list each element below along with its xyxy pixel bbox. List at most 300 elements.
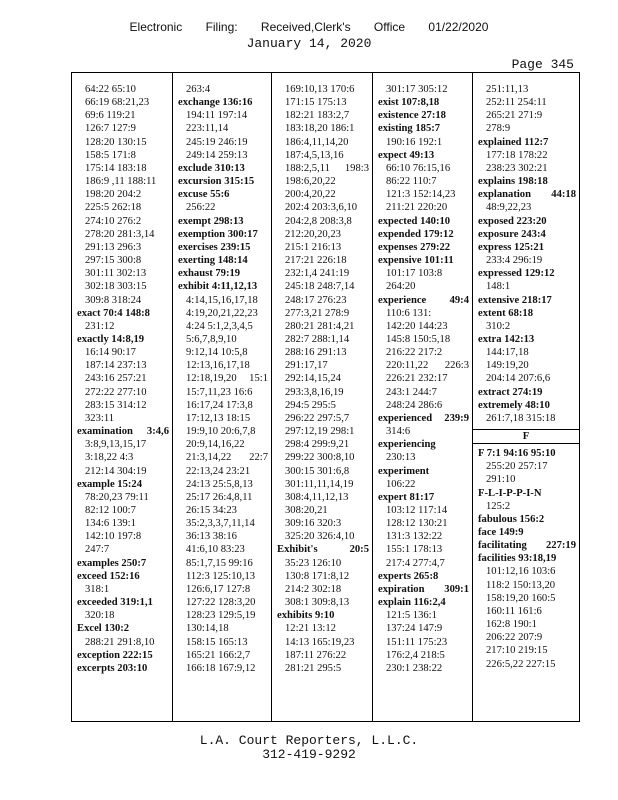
index-entry-refs xyxy=(473,579,579,592)
entry-text: 256:22 xyxy=(186,202,216,214)
index-entry-head xyxy=(173,254,271,267)
index-entry-refs xyxy=(473,83,579,96)
entry-text: 204:14 207:6,6 xyxy=(486,373,551,385)
index-entry-head xyxy=(473,513,579,526)
entry-text: 112:3 125:10,13 xyxy=(186,570,256,582)
entry-text: 308:1 309:8,13 xyxy=(285,597,350,609)
index-entry-refs xyxy=(373,307,472,320)
index-entry-head xyxy=(473,215,579,228)
index-entry-refs xyxy=(72,530,172,543)
index-entry-refs xyxy=(72,636,172,649)
entry-text: 162:8 190:1 xyxy=(486,619,537,631)
entry-text: facilitating xyxy=(478,540,527,552)
entry-text: 310:2 xyxy=(486,320,511,332)
entry-text: 158:5 171:8 xyxy=(85,149,136,161)
index-entry-head xyxy=(373,149,472,162)
entry-text: 223:11,14 xyxy=(186,123,229,135)
entry-text: 66:10 76:15,16 xyxy=(386,162,451,174)
index-entry-head xyxy=(72,557,172,570)
index-entry-refs xyxy=(473,149,579,162)
index-entry-head xyxy=(373,96,472,109)
index-entry-head xyxy=(72,662,172,675)
entry-text: 130:8 171:8,12 xyxy=(285,570,350,582)
entry-text: existence 27:18 xyxy=(378,110,446,122)
entry-text: 299:22 300:8,10 xyxy=(285,452,355,464)
index-entry-refs xyxy=(272,83,372,96)
index-entry-refs xyxy=(473,122,579,135)
entry-text: exposure 243:4 xyxy=(478,228,546,240)
entry-text: 21:3,14,22 xyxy=(186,452,232,464)
index-entry-refs xyxy=(173,504,271,517)
index-column xyxy=(172,73,271,721)
index-entry-refs xyxy=(72,162,172,175)
entry-text: 17:12,13 18:15 xyxy=(186,412,251,424)
index-entry-refs xyxy=(72,346,172,359)
index-entry-head xyxy=(72,649,172,662)
entry-text: 106:22 xyxy=(386,478,416,490)
entry-text: 48:9,22,23 xyxy=(486,202,532,214)
index-entry-head xyxy=(373,294,472,307)
entry-text: 225:5 262:18 xyxy=(85,202,142,214)
entry-text: 155:1 178:13 xyxy=(386,544,443,556)
index-entry-refs xyxy=(373,517,472,530)
entry-text: 230:13 xyxy=(386,452,416,464)
entry-text: 211:21 220:20 xyxy=(386,202,448,214)
entry-text: expected 140:10 xyxy=(378,215,451,227)
index-entry-refs xyxy=(373,649,472,662)
index-entry-refs xyxy=(173,333,271,346)
entry-text: 12:18,19,20 xyxy=(186,373,237,385)
index-entry-refs xyxy=(373,636,472,649)
index-entry-refs xyxy=(272,636,372,649)
index-entry-head xyxy=(473,294,579,307)
entry-text: 16:17,24 17:3,8 xyxy=(186,399,253,411)
entry-text: 25:17 26:4,8,11 xyxy=(186,491,253,503)
index-entry-refs xyxy=(473,280,579,293)
entry-text: 128:20 130:15 xyxy=(85,136,147,148)
entry-text: fabulous 156:2 xyxy=(478,513,545,525)
index-entry-head xyxy=(272,609,372,622)
index-entry-head xyxy=(473,539,579,552)
filing-part: Received,Clerk's xyxy=(260,20,351,34)
index-entry-refs xyxy=(72,543,172,556)
index-entry-refs xyxy=(173,491,271,504)
entry-text: 69:6 119:21 xyxy=(85,110,136,122)
index-entry-refs xyxy=(473,658,579,671)
index-entry-refs xyxy=(72,294,172,307)
entry-text: 243:1 244:7 xyxy=(386,386,437,398)
entry-text: Excel 130:2 xyxy=(77,623,130,635)
index-entry-refs xyxy=(72,228,172,241)
index-entry-head xyxy=(173,162,271,175)
index-entry-refs xyxy=(272,438,372,451)
index-entry-refs xyxy=(373,333,472,346)
index-entry-refs xyxy=(173,622,271,635)
index-entry-refs xyxy=(72,491,172,504)
index-entry-refs xyxy=(173,412,271,425)
index-entry-head xyxy=(473,307,579,320)
index-entry-refs xyxy=(72,386,172,399)
index-entry-refs xyxy=(373,201,472,214)
index-entry-head xyxy=(473,399,579,412)
entry-text: 309:16 320:3 xyxy=(285,518,342,530)
index-entry-refs xyxy=(473,96,579,109)
index-entry-refs xyxy=(272,649,372,662)
entry-text: exposed 223:20 xyxy=(478,215,547,227)
entry-text: 217:4 277:4,7 xyxy=(386,557,445,569)
index-entry-head xyxy=(173,96,271,109)
index-entry-refs xyxy=(272,122,372,135)
entry-text: 4:24 5:1,2,3,4,5 xyxy=(186,320,253,332)
entry-text: 220:11,22 xyxy=(386,360,429,372)
entry-page-ref: 309:1 xyxy=(444,583,469,595)
index-entry-refs xyxy=(272,136,372,149)
index-entry-refs xyxy=(72,451,172,464)
entry-text: 283:15 314:12 xyxy=(85,399,147,411)
filing-part: Filing: xyxy=(205,20,238,34)
entry-text: 35:2,3,3,7,11,14 xyxy=(186,518,255,530)
index-entry-refs xyxy=(272,359,372,372)
index-column xyxy=(372,73,472,721)
entry-text: extent 68:18 xyxy=(478,307,534,319)
entry-text: exceeded 319:1,1 xyxy=(77,597,153,609)
index-entry-refs xyxy=(173,649,271,662)
index-entry-refs xyxy=(272,425,372,438)
entry-text: 309:8 318:24 xyxy=(85,294,142,306)
entry-text: expiration xyxy=(378,583,425,595)
entry-text: 86:22 110:7 xyxy=(386,176,437,188)
entry-text: 41:6,10 83:23 xyxy=(186,544,245,556)
index-entry-refs xyxy=(173,109,271,122)
index-entry-refs xyxy=(272,201,372,214)
entry-text: 186:9 ,11 188:11 xyxy=(85,176,157,188)
index-entry-head xyxy=(72,478,172,491)
entry-text: 274:10 276:2 xyxy=(85,215,142,227)
index-entry-refs xyxy=(72,320,172,333)
index-entry-refs xyxy=(173,596,271,609)
entry-text: 85:1,7,15 99:16 xyxy=(186,557,253,569)
entry-text: F-L-I-P-P-I-N xyxy=(478,487,542,499)
entry-text: 280:21 281:4,21 xyxy=(285,320,355,332)
index-entry-head xyxy=(173,241,271,254)
entry-text: expenses 279:22 xyxy=(378,241,451,253)
entry-text: 4:19,20,21,22,23 xyxy=(186,307,258,319)
entry-text: 214:2 302:18 xyxy=(285,583,342,595)
index-entry-refs xyxy=(173,583,271,596)
entry-text: 291:13 296:3 xyxy=(85,241,142,253)
entry-text: 206:22 207:9 xyxy=(486,632,543,644)
entry-text: 247:7 xyxy=(85,544,110,556)
index-entry-refs xyxy=(173,136,271,149)
index-entry-refs xyxy=(272,386,372,399)
entry-text: 175:14 183:18 xyxy=(85,162,147,174)
index-entry-head xyxy=(373,596,472,609)
entry-text: 282:7 288:1,14 xyxy=(285,333,350,345)
entry-text: exclude 310:13 xyxy=(178,162,245,174)
index-entry-refs xyxy=(173,201,271,214)
entry-text: 36:13 38:16 xyxy=(186,531,237,543)
entry-text: 151:11 175:23 xyxy=(386,636,448,648)
index-entry-head xyxy=(473,333,579,346)
entry-text: 217:21 226:18 xyxy=(285,255,347,267)
entry-text: 278:9 xyxy=(486,123,511,135)
index-entry-head xyxy=(373,438,472,451)
entry-text: 288:21 291:8,10 xyxy=(85,636,155,648)
index-entry-head xyxy=(473,136,579,149)
index-entry-head xyxy=(373,570,472,583)
entry-text: 248:24 286:6 xyxy=(386,399,443,411)
entry-text: 204:2,8 208:3,8 xyxy=(285,215,352,227)
entry-text: explained 112:7 xyxy=(478,136,549,148)
index-entry-refs xyxy=(173,83,271,96)
entry-text: 26:15 34:23 xyxy=(186,505,237,516)
index-entry-head xyxy=(373,412,472,425)
entry-page-ref: 227:19 xyxy=(545,540,576,552)
index-entry-refs xyxy=(272,228,372,241)
entry-text: 277:3,21 278:9 xyxy=(285,307,350,319)
entry-text: F 7:1 94:16 95:10 xyxy=(478,448,556,460)
index-entry-refs xyxy=(272,294,372,307)
index-entry-head xyxy=(473,552,579,565)
entry-text: 293:3,8,16,19 xyxy=(285,386,344,398)
index-entry-refs xyxy=(272,412,372,425)
index-entry-head xyxy=(473,447,579,460)
entry-text: 19:9,10 20:6,7,8 xyxy=(186,426,256,438)
index-entry-refs xyxy=(373,162,472,175)
index-entry-head xyxy=(473,487,579,500)
entry-text: 243:16 257:21 xyxy=(85,373,147,385)
entry-text: exist 107:8,18 xyxy=(378,97,440,109)
entry-text: 200:4,20,22 xyxy=(285,189,336,201)
entry-text: Exhibit's xyxy=(277,544,318,556)
entry-text: 297:15 300:8 xyxy=(85,255,142,267)
index-entry-refs xyxy=(173,122,271,135)
entry-text: 212:14 304:19 xyxy=(85,465,147,477)
index-entry-refs xyxy=(272,570,372,583)
index-entry-refs xyxy=(173,320,271,333)
index-entry-refs xyxy=(173,399,271,412)
entry-text: 35:23 126:10 xyxy=(285,557,342,569)
index-entry-refs xyxy=(272,346,372,359)
entry-text: 190:16 192:1 xyxy=(386,136,443,148)
entry-text: 248:17 276:23 xyxy=(285,294,347,306)
index-entry-refs xyxy=(272,517,372,530)
index-entry-head xyxy=(473,175,579,188)
entry-text: 144:17,18 xyxy=(486,347,529,359)
index-entry-head xyxy=(473,526,579,539)
index-entry-refs xyxy=(72,399,172,412)
index-entry-refs xyxy=(72,609,172,622)
entry-text: experts 265:8 xyxy=(378,570,439,582)
index-entry-refs xyxy=(72,254,172,267)
entry-text: 261:7,18 315:18 xyxy=(486,412,556,424)
index-entry-refs xyxy=(473,412,579,425)
index-entry-refs xyxy=(72,188,172,201)
index-entry-refs xyxy=(473,201,579,214)
entry-text: expressed 129:12 xyxy=(478,268,555,280)
entry-text: 20:9,14,16,22 xyxy=(186,439,245,451)
index-entry-refs xyxy=(272,596,372,609)
index-entry-refs xyxy=(173,438,271,451)
entry-text: 118:2 150:13,20 xyxy=(486,579,556,591)
filing-part: Electronic xyxy=(129,20,183,34)
index-entry-refs xyxy=(72,504,172,517)
entry-text: 3:8,9,13,15,17 xyxy=(85,439,147,451)
index-entry-head xyxy=(473,241,579,254)
index-entry-refs xyxy=(272,530,372,543)
index-entry-refs xyxy=(272,188,372,201)
entry-text: 15:7,11,23 16:6 xyxy=(186,386,253,398)
index-entry-refs xyxy=(272,662,372,675)
entry-text: 320:18 xyxy=(85,610,115,622)
index-entry-refs xyxy=(272,280,372,293)
entry-text: 128:12 130:21 xyxy=(386,518,448,530)
entry-text: explains 198:18 xyxy=(478,176,548,188)
entry-text: 127:22 128:3,20 xyxy=(186,597,256,609)
entry-text: exhaust 79:19 xyxy=(178,268,241,280)
entry-text: 158:19,20 160:5 xyxy=(486,592,556,604)
index-entry-refs xyxy=(173,517,271,530)
court-reporter-name: L.A. Court Reporters, L.L.C. xyxy=(199,733,419,748)
index-entry-refs xyxy=(473,346,579,359)
entry-text: exempt 298:13 xyxy=(178,215,244,227)
index-entry-refs xyxy=(72,136,172,149)
transcript-date: January 14, 2020 xyxy=(246,36,372,51)
index-entry-head xyxy=(72,570,172,583)
index-entry-refs xyxy=(373,188,472,201)
entry-text: 292:14,15,24 xyxy=(285,373,341,385)
index-entry-refs xyxy=(272,504,372,517)
index-entry-refs xyxy=(72,109,172,122)
entry-text: 298:4 299:9,21 xyxy=(285,439,350,451)
entry-text: example 15:24 xyxy=(77,478,143,490)
entry-text: existing 185:7 xyxy=(378,123,441,135)
index-entry-refs xyxy=(272,399,372,412)
index-entry-refs xyxy=(272,583,372,596)
index-entry-refs xyxy=(272,175,372,188)
entry-text: 66:19 68:21,23 xyxy=(85,97,150,109)
entry-text: 188:2,5,11 xyxy=(285,162,330,174)
entry-text: 186:4,11,14,20 xyxy=(285,136,349,148)
entry-page-ref: 49:4 xyxy=(449,294,469,306)
index-entry-head xyxy=(72,425,172,438)
index-entry-refs xyxy=(72,412,172,425)
index-entry-refs xyxy=(72,465,172,478)
index-entry-refs xyxy=(173,149,271,162)
index-entry-refs xyxy=(373,386,472,399)
entry-text: 171:15 175:13 xyxy=(285,97,347,109)
entry-text: 291:17,17 xyxy=(285,360,328,372)
index-entry-head xyxy=(473,188,579,201)
entry-text: 101:17 103:8 xyxy=(386,268,443,280)
entry-text: 308:4,11,12,13 xyxy=(285,491,349,503)
index-entry-refs xyxy=(72,438,172,451)
entry-text: 314:6 xyxy=(386,426,411,438)
entry-page-ref: 3:4,6 xyxy=(146,426,169,438)
entry-text: 128:23 129:5,19 xyxy=(186,610,256,622)
entry-text: exception 222:15 xyxy=(77,649,153,661)
index-entry-refs xyxy=(373,280,472,293)
page-number: Page 345 xyxy=(511,57,574,72)
index-entry-head xyxy=(473,228,579,241)
index-entry-head xyxy=(173,267,271,280)
entry-text: 281:21 295:5 xyxy=(285,662,342,674)
entry-text: 160:11 161:6 xyxy=(486,605,542,617)
index-entry-refs xyxy=(373,399,472,412)
index-entry-refs xyxy=(373,359,472,372)
entry-text: 12:21 13:12 xyxy=(285,623,336,635)
index-entry-refs xyxy=(173,636,271,649)
entry-text: 231:12 xyxy=(85,320,115,332)
index-column xyxy=(472,73,579,721)
entry-text: 182:21 183:2,7 xyxy=(285,110,350,122)
index-entry-refs xyxy=(173,478,271,491)
entry-text: excuse 55:6 xyxy=(178,189,230,201)
index-entry-head xyxy=(373,465,472,478)
index-entry-refs xyxy=(173,570,271,583)
index-entry-refs xyxy=(272,307,372,320)
entry-text: examination xyxy=(77,426,133,438)
entry-text: 64:22 65:10 xyxy=(85,84,136,95)
index-entry-refs xyxy=(272,162,372,175)
index-entry-refs xyxy=(173,451,271,464)
entry-text: 22:13,24 23:21 xyxy=(186,465,251,477)
index-entry-refs xyxy=(373,478,472,491)
index-entry-refs xyxy=(373,320,472,333)
entry-text: 278:20 281:3,14 xyxy=(85,228,155,240)
entry-text: 264:20 xyxy=(386,281,416,293)
index-entry-refs xyxy=(272,254,372,267)
index-entry-refs xyxy=(72,241,172,254)
index-entry-refs xyxy=(173,359,271,372)
index-entry-refs xyxy=(173,307,271,320)
index-entry-head xyxy=(272,543,372,556)
footer xyxy=(0,734,618,762)
entry-text: 148:1 xyxy=(486,281,511,293)
index-entry-refs xyxy=(373,622,472,635)
index-entry-refs xyxy=(473,592,579,605)
index-entry-head xyxy=(373,241,472,254)
index-entry-refs xyxy=(373,372,472,385)
court-reporter-phone: 312-419-9292 xyxy=(262,747,356,762)
index-entry-refs xyxy=(72,359,172,372)
entry-text: expect 49:13 xyxy=(378,149,435,161)
index-entry-refs xyxy=(272,491,372,504)
entry-text: 176:2,4 218:5 xyxy=(386,649,445,661)
index-entry-refs xyxy=(272,149,372,162)
index-entry-refs xyxy=(473,500,579,513)
index-entry-refs xyxy=(373,175,472,188)
index-entry-refs xyxy=(72,583,172,596)
entry-page-ref: 22:7 xyxy=(249,452,268,464)
index-entry-refs xyxy=(272,320,372,333)
index-entry-refs xyxy=(373,451,472,464)
entry-page-ref: 198:3 xyxy=(344,162,369,174)
index-entry-refs xyxy=(272,372,372,385)
entry-text: 325:20 326:4,10 xyxy=(285,531,355,543)
entry-text: 226:5,22 227:15 xyxy=(486,658,556,670)
entry-text: exerting 148:14 xyxy=(178,255,248,267)
index-column xyxy=(72,73,172,721)
index-entry-refs xyxy=(272,478,372,491)
index-entry-refs xyxy=(173,609,271,622)
entry-text: exhibits 9:10 xyxy=(277,610,335,622)
entry-text: 187:4,5,13,16 xyxy=(285,149,344,161)
index-entry-refs xyxy=(173,543,271,556)
index-entry-refs xyxy=(373,530,472,543)
entry-text: 165:21 166:2,7 xyxy=(186,649,251,661)
index-entry-head xyxy=(72,596,172,609)
